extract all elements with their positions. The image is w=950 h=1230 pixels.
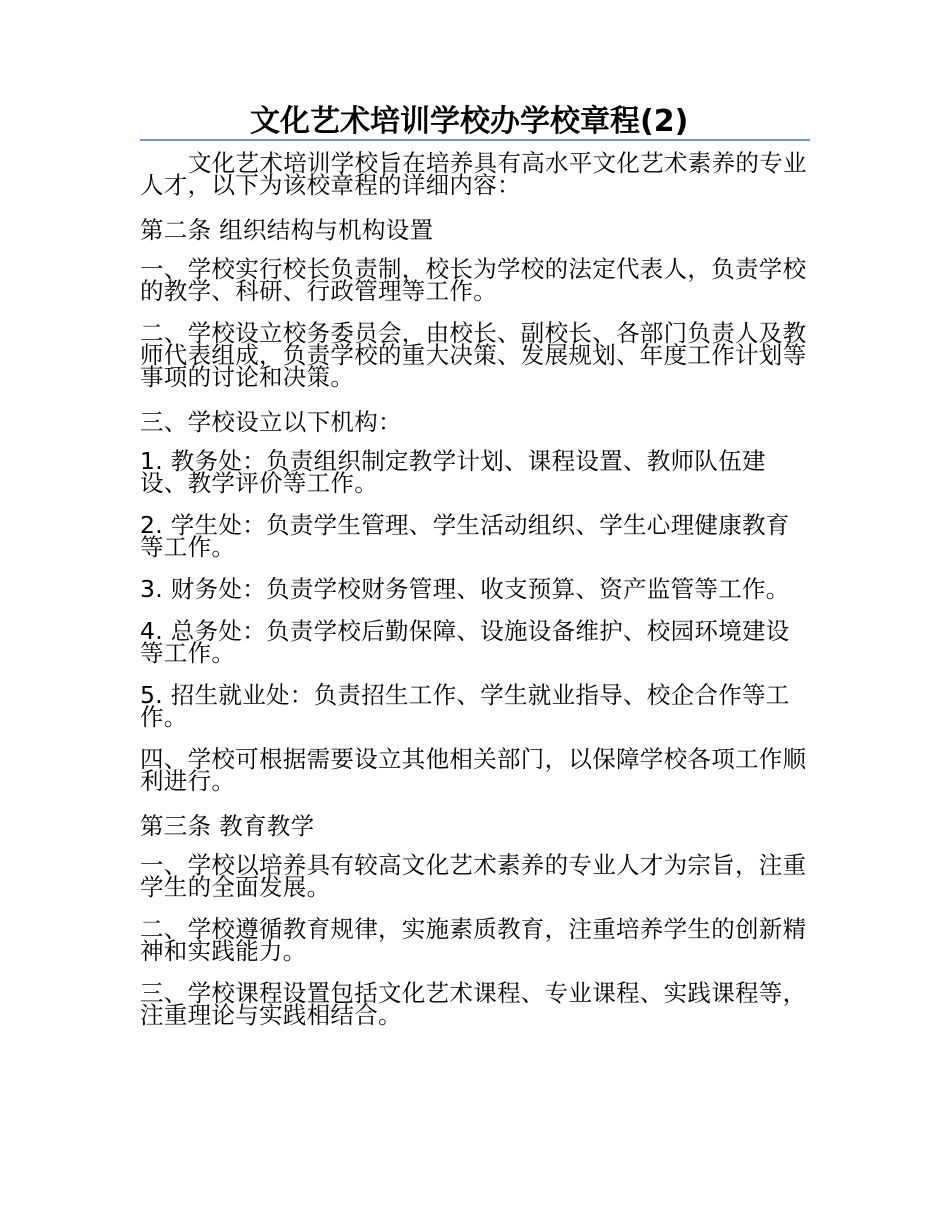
document-body	[140, 149, 812, 1046]
list-item: 3. 财务处：负责学校财务管理、收支预算、资产监管等工作。	[140, 575, 790, 603]
paragraph: 四、学校可根据需要设立其他相关部门，以保障学校各项工作顺利进行。	[140, 745, 807, 795]
intro-paragraph: 文化艺术培训学校旨在培养具有高水平文化艺术素养的专业人才，以下为该校章程的详细内容：	[140, 149, 807, 199]
paragraph: 二、学校遵循教育规律，实施素质教育，注重培养学生的创新精神和实践能力。	[140, 915, 807, 965]
page-title: 文化艺术培训学校办学校章程(2)	[250, 104, 689, 139]
paragraph: 二、学校设立校务委员会，由校长、副校长、各部门负责人及教师代表组成，负责学校的重大决策、发展规划、年度工作计划等事项的讨论和决策。	[140, 319, 807, 391]
paragraph: 三、学校课程设置包括文化艺术课程、专业课程、实践课程等，注重理论与实践相结合。	[140, 979, 807, 1029]
title-underline	[140, 139, 810, 141]
list-item: 1. 教务处：负责组织制定教学计划、课程设置、教师队伍建设、教学评价等工作。	[140, 447, 766, 497]
paragraph: 三、学校设立以下机构：	[140, 408, 402, 436]
section-heading-article-3: 第三条 教育教学	[140, 812, 315, 840]
list-item: 2. 学生处：负责学生管理、学生活动组织、学生心理健康教育等工作。	[140, 511, 790, 561]
section-heading-article-2: 第二条 组织结构与机构设置	[140, 216, 434, 244]
title-block	[140, 100, 810, 142]
paragraph: 一、学校实行校长负责制，校长为学校的法定代表人，负责学校的教学、科研、行政管理等工作。	[140, 255, 807, 305]
list-item: 4. 总务处：负责学校后勤保障、设施设备维护、校园环境建设等工作。	[140, 617, 790, 667]
list-item: 5. 招生就业处：负责招生工作、学生就业指导、校企合作等工作。	[140, 681, 790, 731]
paragraph: 一、学校以培养具有较高文化艺术素养的专业人才为宗旨，注重学生的全面发展。	[140, 851, 807, 901]
